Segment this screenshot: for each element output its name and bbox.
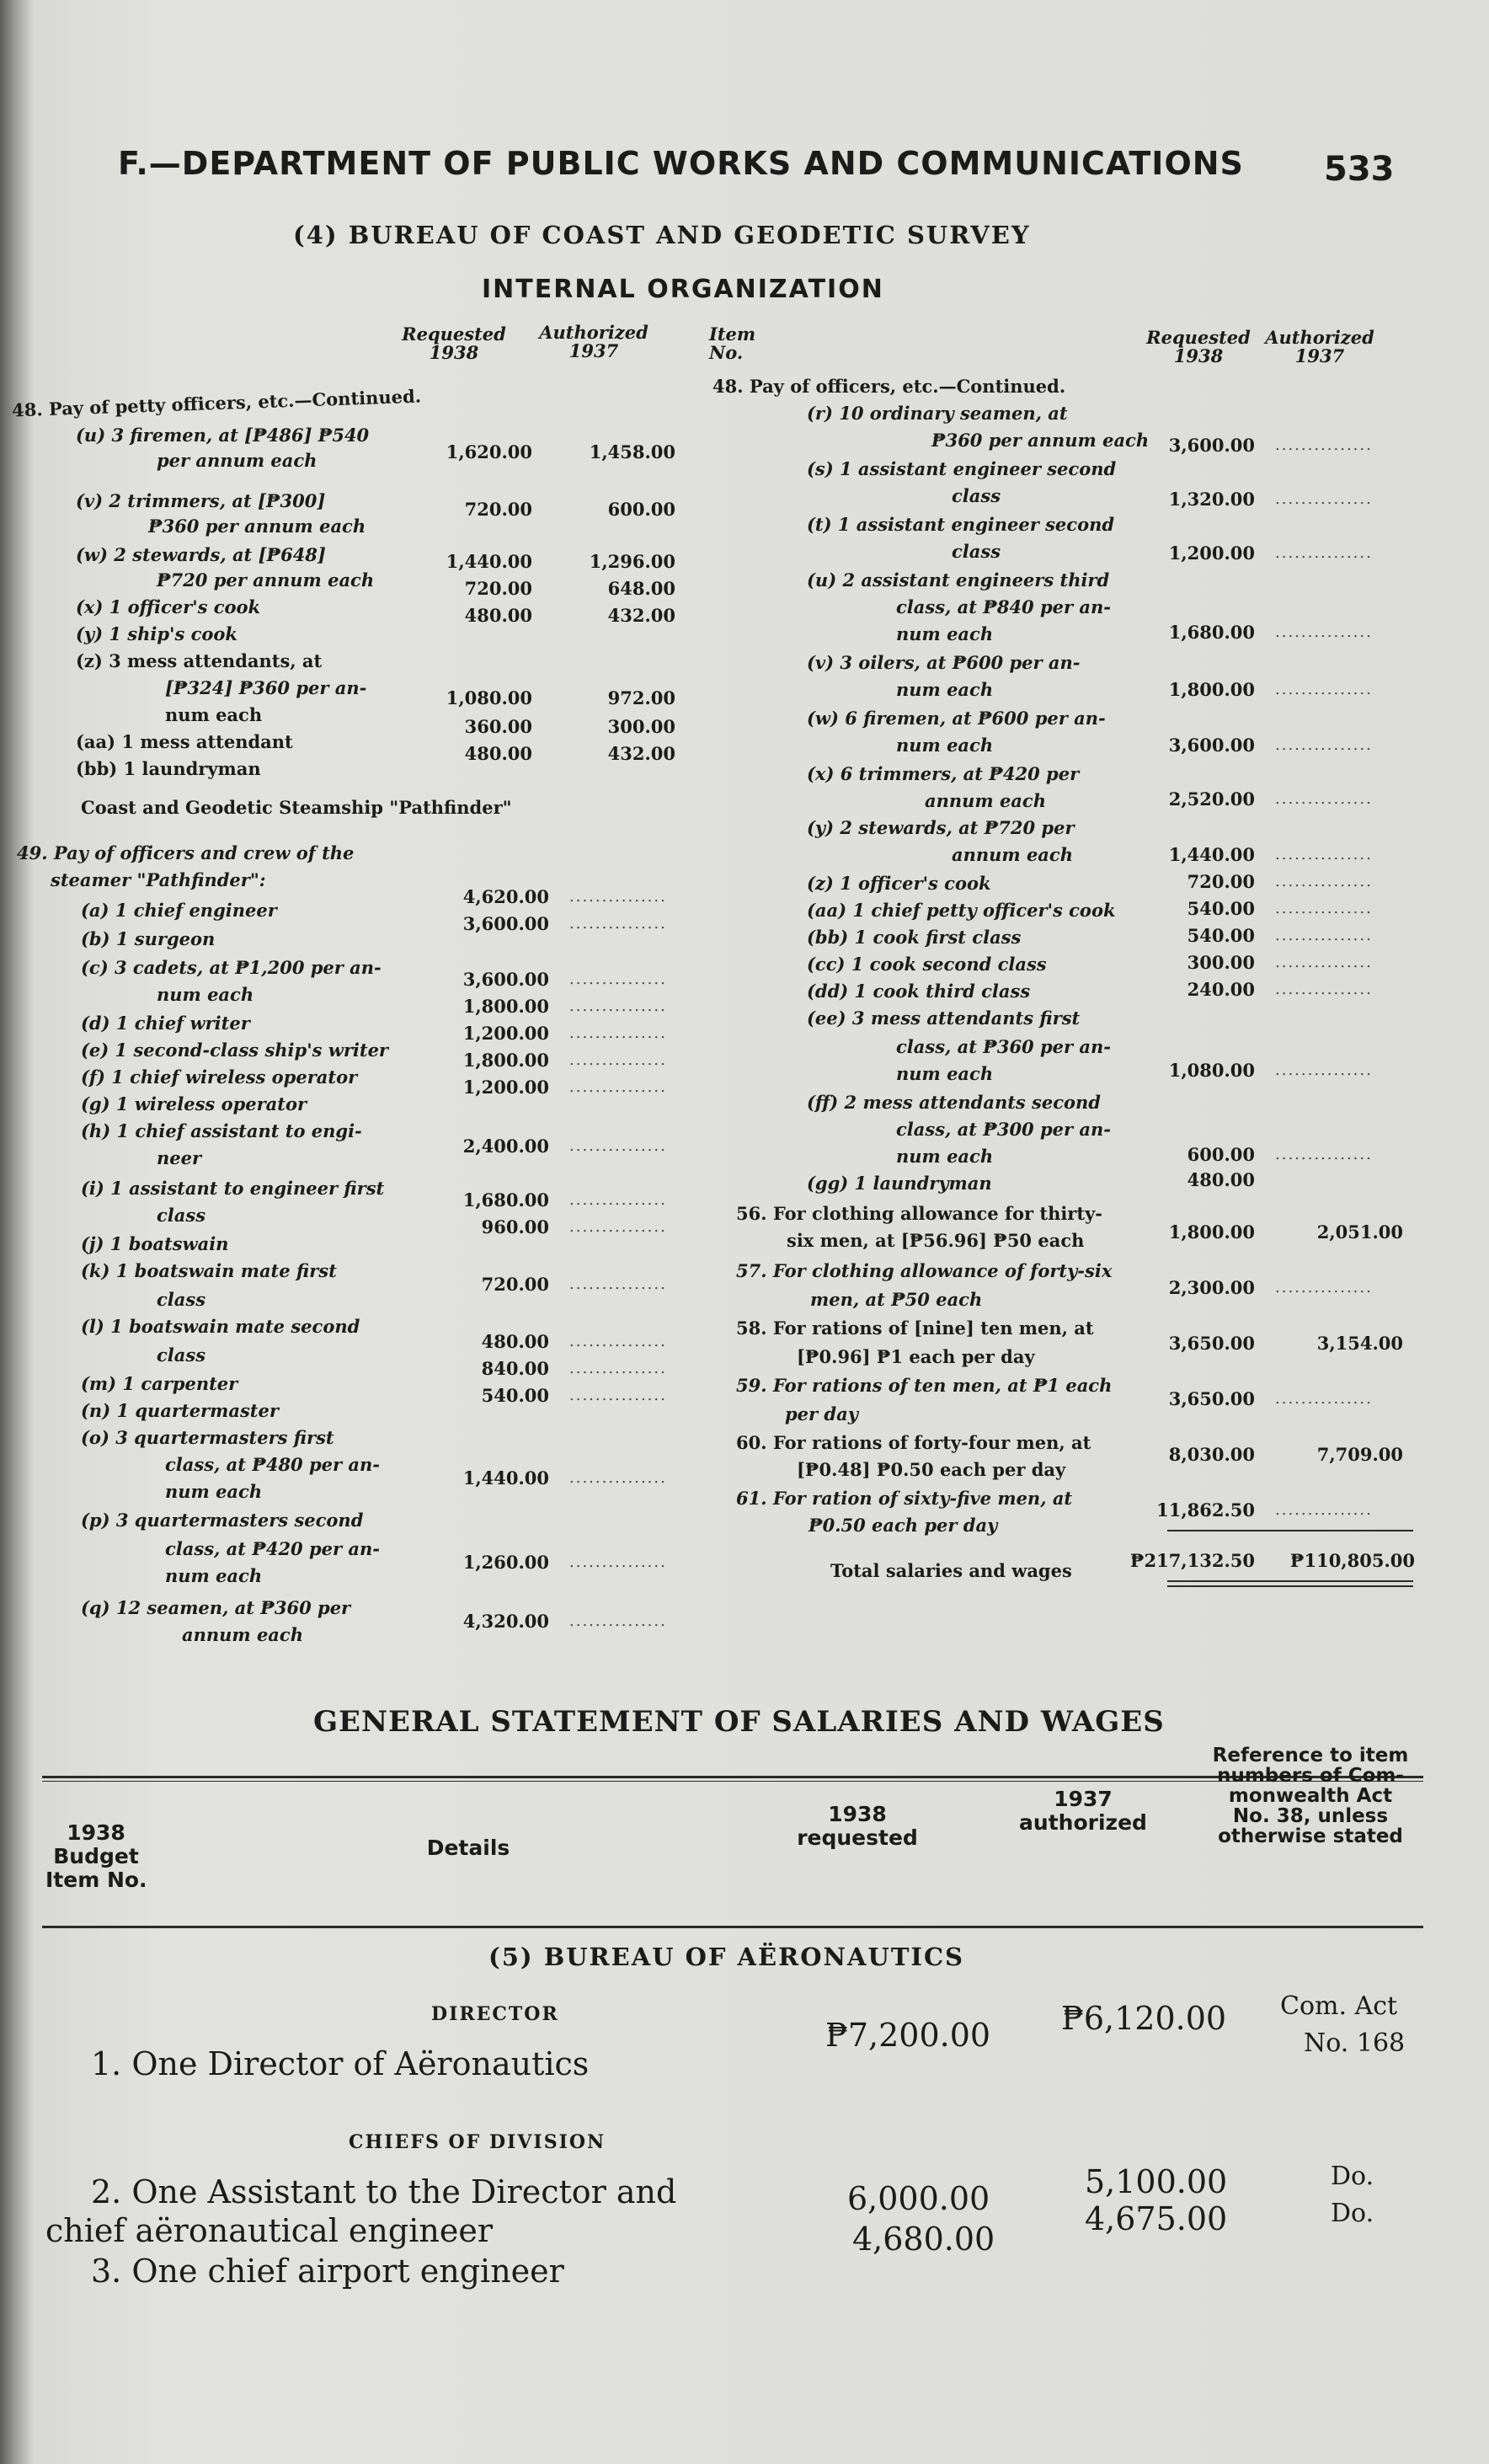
total-label: Total salaries and wages [830,1560,1072,1581]
item-text: (gg) 1 laundryman [807,1173,992,1194]
dot-leader: ............... [1275,544,1373,562]
item-text: 4,680.00 [852,2221,995,2258]
item-text: (dd) 1 cook third class [807,981,1031,1002]
amount: 600.00 [1187,1144,1255,1165]
divider [1167,1580,1413,1582]
item-text: 5,100.00 [1085,2163,1228,2200]
divider [1167,1530,1413,1531]
dot-leader: ............... [569,1051,667,1069]
amount: 1,080.00 [446,687,532,708]
item-text: num each [165,704,263,725]
amount: 11,862.50 [1156,1499,1255,1521]
item-text: (y) 1 ship's cook [76,623,237,644]
item-text: (ff) 2 mess attendants second [807,1092,1101,1113]
item-text: (ee) 3 mess attendants first [807,1008,1081,1029]
item-text: (cc) 1 cook second class [807,954,1047,975]
item-text: (aa) 1 chief petty officer's cook [807,900,1116,921]
amount: 1,440.00 [462,1467,549,1489]
item-text: six men, at [₱56.96] ₱50 each [787,1230,1085,1251]
dot-leader: ............... [1275,490,1373,508]
item-text: men, at ₱50 each [810,1289,983,1310]
item-text: num each [165,1481,263,1502]
divider [42,1926,1423,1928]
item-text: ₱360 per annum each [148,516,366,537]
item-text: class [157,1205,206,1226]
amount: 240.00 [1187,979,1255,1000]
amount: 720.00 [1187,871,1255,892]
amount: 2,520.00 [1168,788,1255,810]
item-text: (k) 1 boatswain mate first [81,1260,337,1281]
item-text: 61. For ration of sixty-five men, at [736,1488,1073,1509]
item-text: (u) 2 assistant engineers third [807,569,1110,591]
dot-leader: ............... [569,1137,667,1155]
amount: 1,800.00 [462,996,549,1017]
dot-leader: ............... [569,1191,667,1209]
amount: 2,051.00 [1316,1221,1403,1243]
steamer-title: 49. Pay of officers and crew of the [17,842,355,863]
item-text: annum each [925,790,1046,811]
dot-leader: ............... [1275,436,1373,454]
item-text: 60. For rations of forty-four men, at [736,1432,1091,1453]
dot-leader: ............... [1275,1146,1373,1163]
general-statement-title: GENERAL STATEMENT OF SALARIES AND WAGES [313,1705,1165,1739]
th-requested: 1938 requested [797,1802,918,1850]
item-text: (h) 1 chief assistant to engi- [81,1120,362,1141]
item-text: num each [896,735,994,756]
item-text: num each [896,623,994,644]
bureau-title: (4) BUREAU OF COAST AND GEODETIC SURVEY [293,221,1031,249]
item-text: 3. One chief airport engineer [91,2253,564,2290]
item-text: num each [896,1063,994,1084]
amount: 300.00 [607,716,675,737]
amount: 1,800.00 [462,1050,549,1071]
amount: 360.00 [464,716,532,737]
amount: 480.00 [464,743,532,764]
director-heading: DIRECTOR [431,2003,559,2025]
dot-leader: ............... [569,1469,667,1487]
item-text: class, at ₱300 per an- [896,1119,1111,1140]
amount: 1,800.00 [1168,1221,1255,1243]
steamship-heading: Coast and Geodetic Steamship "Pathfinder" [81,797,512,818]
item-text: annum each [952,844,1073,865]
item-text: num each [165,1565,263,1586]
item-text: num each [896,679,994,700]
dot-leader: ............... [1275,623,1373,641]
right-cont-title: 48. Pay of officers, etc.—Continued. [712,376,1066,397]
item-text: (o) 3 quartermasters first [81,1427,334,1448]
amount: 960.00 [481,1216,549,1237]
amount: 648.00 [607,578,675,599]
amount: 3,650.00 [1168,1333,1255,1354]
dot-leader: ............... [1275,1279,1373,1296]
amount: 300.00 [1187,952,1255,973]
dot-leader: ............... [1275,1061,1373,1079]
item-text: class, at ₱360 per an- [896,1036,1111,1057]
amount: 1,680.00 [1168,622,1255,643]
dot-leader: ............... [1275,981,1373,998]
amount: 480.00 [464,605,532,626]
dot-leader: ............... [1275,790,1373,808]
amount: 972.00 [607,687,675,708]
item-text: (m) 1 carpenter [81,1373,238,1394]
amount: 1,680.00 [462,1189,549,1211]
item-text: ₱0.50 each per day [809,1515,998,1536]
amount: 1,320.00 [1168,489,1255,510]
steamer-title-cont: steamer "Pathfinder": [51,869,266,890]
item-text: ₱6,120.00 [1061,2000,1227,2037]
item-text: (c) 3 cadets, at ₱1,200 per an- [81,957,382,978]
item-text: (a) 1 chief engineer [81,900,277,921]
amount: 2,400.00 [462,1136,549,1157]
right-col-header-requested: Requested 1938 [1146,327,1251,366]
item-text: (d) 1 chief writer [81,1013,250,1034]
amount: 720.00 [464,578,532,599]
item-text: (z) 3 mess attendants, at [76,650,323,671]
item-text: (p) 3 quartermasters second [81,1510,364,1531]
amount: 1,200.00 [462,1077,549,1098]
item-text: ₱720 per annum each [157,569,375,591]
item-text: annum each [182,1624,303,1645]
amount: 1,440.00 [446,551,532,572]
item-text: (e) 1 second-class ship's writer [81,1040,388,1061]
left-cont-title: 48. Pay of petty officers, etc.—Continued. [11,385,422,421]
item-text: (g) 1 wireless operator [81,1093,307,1114]
item-text: 1. One Director of Aëronautics [91,2045,590,2082]
dot-leader: ............... [569,915,667,933]
dot-leader: ............... [569,1078,667,1096]
total-authorized: ₱110,805.00 [1289,1550,1415,1571]
dot-leader: ............... [569,1218,667,1236]
dot-leader: ............... [569,1333,667,1350]
amount: 3,600.00 [462,969,549,990]
item-text: class [157,1289,206,1310]
page-number: 533 [1324,150,1395,189]
th-authorized: 1937 authorized [1019,1787,1147,1835]
amount: 480.00 [1187,1169,1255,1190]
amount: 720.00 [464,499,532,520]
item-text: (y) 2 stewards, at ₱720 per [807,817,1075,838]
dot-leader: ............... [569,1275,667,1293]
item-text: (bb) 1 laundryman [76,758,261,779]
dot-leader: ............... [1275,736,1373,754]
left-col-header-requested: Requested 1938 [402,323,506,363]
item-text: num each [896,1146,994,1167]
amount: 432.00 [607,605,675,626]
item-text: 56. For clothing allowance for thirty- [736,1203,1102,1224]
amount: 7,709.00 [1316,1444,1403,1465]
amount: 840.00 [481,1358,549,1379]
amount: 3,600.00 [1168,735,1255,756]
amount: 3,600.00 [462,913,549,934]
amount: 540.00 [1187,898,1255,919]
item-text: class [952,541,1001,562]
amount: 2,300.00 [1168,1277,1255,1298]
item-text: (l) 1 boatswain mate second [81,1316,360,1337]
item-text: class, at ₱480 per an- [165,1454,380,1475]
dot-leader: ............... [569,1612,667,1630]
item-text: [₱0.96] ₱1 each per day [797,1346,1035,1367]
dot-leader: ............... [1275,900,1373,917]
item-text: (v) 3 oilers, at ₱600 per an- [807,652,1081,673]
dot-leader: ............... [569,888,667,906]
amount: 4,320.00 [462,1611,549,1632]
page-header-title: F.—DEPARTMENT OF PUBLIC WORKS AND COMMUNICATIONS [118,145,1244,182]
item-text: class, at ₱420 per an- [165,1538,380,1559]
item-text: [₱324] ₱360 per an- [165,677,367,698]
amount: 600.00 [607,499,675,520]
dot-leader: ............... [569,1553,667,1571]
dot-leader: ............... [1275,873,1373,890]
amount: 540.00 [481,1385,549,1406]
amount: 1,800.00 [1168,679,1255,700]
item-text: 59. For rations of ten men, at ₱1 each [736,1375,1113,1396]
dot-leader: ............... [569,1024,667,1042]
amount: 1,296.00 [589,551,675,572]
dot-leader: ............... [1275,681,1373,698]
amount: 1,200.00 [462,1023,549,1044]
left-col-header-authorized: Authorized 1937 [539,322,648,361]
amount: 1,620.00 [446,441,532,462]
item-text: (b) 1 surgeon [81,928,216,949]
amount: 3,600.00 [1168,435,1255,456]
dot-leader: ............... [569,970,667,988]
item-text: (x) 6 trimmers, at ₱420 per [807,763,1080,784]
amount: 720.00 [481,1274,549,1295]
item-text: 57. For clothing allowance of forty-six [736,1260,1113,1281]
dot-leader: ............... [1275,1390,1373,1408]
section-title: INTERNAL ORGANIZATION [482,275,884,304]
item-text: ₱360 per annum each [931,430,1150,451]
item-text: (u) 3 firemen, at [₱486] ₱540 [76,425,370,446]
divider [1167,1585,1413,1587]
item-text: (f) 1 chief wireless operator [81,1066,358,1088]
item-text: (z) 1 officer's cook [807,873,991,894]
dot-leader: ............... [1275,1501,1373,1519]
item-text: (r) 10 ordinary seamen, at [807,403,1068,424]
dot-leader: ............... [1275,954,1373,971]
amount: 8,030.00 [1168,1444,1255,1465]
amount: 3,650.00 [1168,1388,1255,1409]
dot-leader: ............... [1275,927,1373,944]
item-text: (x) 1 officer's cook [76,596,261,617]
item-text: (bb) 1 cook first class [807,927,1022,948]
item-text: (n) 1 quartermaster [81,1400,279,1421]
item-text: (w) 6 firemen, at ₱600 per an- [807,708,1106,729]
amount: 1,458.00 [589,441,675,462]
item-text: (w) 2 stewards, at [₱648] [76,544,326,565]
item-text: Do. [1331,2199,1374,2228]
aeronautics-bureau-title: (5) BUREAU OF AËRONAUTICS [488,1943,964,1971]
dot-leader: ............... [569,1360,667,1377]
item-text: No. 168 [1304,2028,1406,2058]
item-text: Do. [1331,2162,1374,2191]
item-text: 58. For rations of [nine] ten men, at [736,1318,1094,1339]
dot-leader: ............... [569,997,667,1015]
item-text: per annum each [157,450,318,471]
item-text: class, at ₱840 per an- [896,596,1111,617]
item-text: (q) 12 seamen, at ₱360 per [81,1597,351,1618]
th-budget-item: 1938 Budget Item No. [45,1820,147,1892]
item-text: [₱0.48] ₱0.50 each per day [797,1459,1066,1480]
item-text: 4,675.00 [1085,2200,1228,2237]
amount: 540.00 [1187,925,1255,946]
item-text: class [952,485,1001,506]
dot-leader: ............... [1275,846,1373,863]
item-text: neer [157,1147,202,1168]
item-text: Com. Act [1280,1991,1398,2021]
chiefs-heading: CHIEFS OF DIVISION [349,2131,606,2153]
amount: 1,440.00 [1168,844,1255,865]
item-text: (aa) 1 mess attendant [76,731,293,752]
amount: 1,080.00 [1168,1060,1255,1081]
amount: 3,154.00 [1316,1333,1403,1354]
item-text: class [157,1344,206,1366]
item-text: (j) 1 boatswain [81,1233,229,1254]
amount: 4,620.00 [462,886,549,907]
dot-leader: ............... [569,1387,667,1404]
item-text: chief aëronautical engineer [45,2212,493,2249]
th-details: Details [426,1836,510,1860]
item-text: 2. One Assistant to the Director and [91,2173,677,2210]
item-text: per day [785,1403,858,1424]
right-col-header-authorized: Authorized 1937 [1265,327,1374,366]
item-no-header: Item No. [709,323,756,363]
th-reference: Reference to item numbers of Com- monwealth Act No. 38, unless otherwise stated [1212,1745,1409,1847]
item-text: (s) 1 assistant engineer second [807,458,1117,479]
item-text: 6,000.00 [847,2180,990,2217]
amount: 1,260.00 [462,1552,549,1573]
amount: 480.00 [481,1331,549,1352]
item-text: (t) 1 assistant engineer second [807,514,1115,535]
item-text: (v) 2 trimmers, at [₱300] [76,490,326,511]
item-text: (i) 1 assistant to engineer first [81,1178,385,1199]
item-text: num each [157,984,254,1005]
total-requested: ₱217,132.50 [1129,1550,1255,1571]
amount: 1,200.00 [1168,543,1255,564]
item-text: ₱7,200.00 [825,2017,991,2054]
amount: 432.00 [607,743,675,764]
